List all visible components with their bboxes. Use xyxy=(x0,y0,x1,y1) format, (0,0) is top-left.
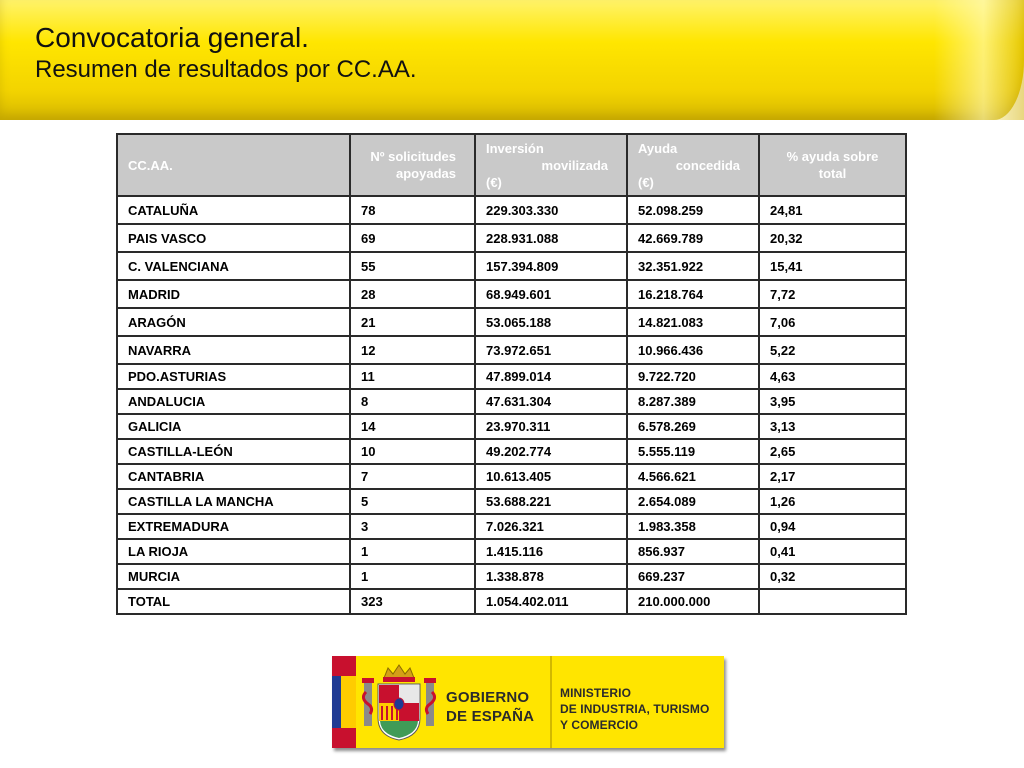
table-body xyxy=(117,196,906,614)
table-row xyxy=(117,252,906,280)
cell-ccaa: CANTABRIA xyxy=(117,464,350,489)
cell-ccaa: ANDALUCIA xyxy=(117,389,350,414)
header-inversion: Inversión movilizada (€) xyxy=(475,134,627,196)
cell-solicitudes: 14 xyxy=(350,414,475,439)
logo-divider xyxy=(550,656,552,748)
cell-porcentaje: 20,32 xyxy=(759,224,906,252)
cell-solicitudes: 5 xyxy=(350,489,475,514)
table-row xyxy=(117,539,906,564)
cell-inversion: 1.054.402.011 xyxy=(475,589,627,614)
cell-porcentaje: 5,22 xyxy=(759,336,906,364)
cell-ayuda: 8.287.389 xyxy=(627,389,759,414)
cell-ccaa: GALICIA xyxy=(117,414,350,439)
cell-porcentaje: 0,32 xyxy=(759,564,906,589)
table-row xyxy=(117,414,906,439)
cell-solicitudes: 3 xyxy=(350,514,475,539)
cell-inversion: 157.394.809 xyxy=(475,252,627,280)
cell-inversion: 7.026.321 xyxy=(475,514,627,539)
results-table xyxy=(116,133,907,615)
table-row xyxy=(117,389,906,414)
cell-porcentaje: 0,41 xyxy=(759,539,906,564)
cell-solicitudes: 11 xyxy=(350,364,475,389)
table-row xyxy=(117,308,906,336)
cell-porcentaje: 3,13 xyxy=(759,414,906,439)
cell-ccaa: PDO.ASTURIAS xyxy=(117,364,350,389)
table-row xyxy=(117,514,906,539)
table-total-row xyxy=(117,589,906,614)
header-solicitudes: Nº solicitudes apoyadas xyxy=(350,134,475,196)
table-header-row xyxy=(117,134,906,196)
government-logo xyxy=(332,656,724,748)
cell-ccaa: CASTILLA LA MANCHA xyxy=(117,489,350,514)
ministerio-text: MINISTERIO DE INDUSTRIA, TURISMO Y COMERCIO xyxy=(560,686,710,732)
cell-porcentaje: 24,81 xyxy=(759,196,906,224)
table-row xyxy=(117,489,906,514)
cell-solicitudes: 28 xyxy=(350,280,475,308)
cell-inversion: 53.688.221 xyxy=(475,489,627,514)
cell-ayuda: 210.000.000 xyxy=(627,589,759,614)
table-row xyxy=(117,280,906,308)
cell-inversion: 73.972.651 xyxy=(475,336,627,364)
table-row xyxy=(117,336,906,364)
cell-ayuda: 42.669.789 xyxy=(627,224,759,252)
cell-solicitudes: 10 xyxy=(350,439,475,464)
cell-inversion: 49.202.774 xyxy=(475,439,627,464)
cell-ccaa: EXTREMADURA xyxy=(117,514,350,539)
cell-porcentaje xyxy=(759,589,906,614)
cell-solicitudes: 21 xyxy=(350,308,475,336)
cell-inversion: 1.415.116 xyxy=(475,539,627,564)
cell-solicitudes: 55 xyxy=(350,252,475,280)
header-ccaa: CC.AA. xyxy=(117,134,350,196)
cell-inversion: 47.899.014 xyxy=(475,364,627,389)
table-row xyxy=(117,464,906,489)
cell-inversion: 229.303.330 xyxy=(475,196,627,224)
cell-inversion: 10.613.405 xyxy=(475,464,627,489)
cell-ccaa: ARAGÓN xyxy=(117,308,350,336)
cell-inversion: 1.338.878 xyxy=(475,564,627,589)
cell-ccaa: MADRID xyxy=(117,280,350,308)
cell-inversion: 47.631.304 xyxy=(475,389,627,414)
cell-ccaa: TOTAL xyxy=(117,589,350,614)
cell-inversion: 228.931.088 xyxy=(475,224,627,252)
cell-ccaa: PAIS VASCO xyxy=(117,224,350,252)
cell-ayuda: 1.983.358 xyxy=(627,514,759,539)
cell-porcentaje: 4,63 xyxy=(759,364,906,389)
results-table-container xyxy=(116,133,907,615)
header-ayuda: Ayuda concedida (€) xyxy=(627,134,759,196)
cell-ayuda: 856.937 xyxy=(627,539,759,564)
cell-ayuda: 669.237 xyxy=(627,564,759,589)
spain-eu-flag-icon xyxy=(332,656,356,748)
cell-ayuda: 32.351.922 xyxy=(627,252,759,280)
page-subtitle: Resumen de resultados por CC.AA. xyxy=(35,56,417,83)
cell-porcentaje: 15,41 xyxy=(759,252,906,280)
cell-porcentaje: 7,72 xyxy=(759,280,906,308)
cell-ccaa: C. VALENCIANA xyxy=(117,252,350,280)
cell-ayuda: 9.722.720 xyxy=(627,364,759,389)
cell-ayuda: 4.566.621 xyxy=(627,464,759,489)
cell-solicitudes: 323 xyxy=(350,589,475,614)
cell-ayuda: 16.218.764 xyxy=(627,280,759,308)
cell-inversion: 23.970.311 xyxy=(475,414,627,439)
cell-ayuda: 5.555.119 xyxy=(627,439,759,464)
table-row xyxy=(117,439,906,464)
cell-solicitudes: 1 xyxy=(350,539,475,564)
cell-solicitudes: 69 xyxy=(350,224,475,252)
cell-ccaa: NAVARRA xyxy=(117,336,350,364)
cell-ayuda: 2.654.089 xyxy=(627,489,759,514)
cell-ayuda: 52.098.259 xyxy=(627,196,759,224)
cell-porcentaje: 0,94 xyxy=(759,514,906,539)
page-title: Convocatoria general. xyxy=(35,22,309,53)
table-row xyxy=(117,196,906,224)
table-row xyxy=(117,364,906,389)
cell-porcentaje: 2,17 xyxy=(759,464,906,489)
cell-ayuda: 14.821.083 xyxy=(627,308,759,336)
cell-porcentaje: 1,26 xyxy=(759,489,906,514)
cell-ayuda: 6.578.269 xyxy=(627,414,759,439)
cell-inversion: 68.949.601 xyxy=(475,280,627,308)
gobierno-de-espana-text: GOBIERNO DE ESPAÑA xyxy=(446,689,535,725)
cell-porcentaje: 2,65 xyxy=(759,439,906,464)
table-row xyxy=(117,564,906,589)
table-row xyxy=(117,224,906,252)
cell-porcentaje: 3,95 xyxy=(759,389,906,414)
cell-solicitudes: 12 xyxy=(350,336,475,364)
header-porcentaje: % ayuda sobre total xyxy=(759,134,906,196)
cell-solicitudes: 7 xyxy=(350,464,475,489)
cell-solicitudes: 78 xyxy=(350,196,475,224)
cell-solicitudes: 1 xyxy=(350,564,475,589)
cell-ccaa: LA RIOJA xyxy=(117,539,350,564)
cell-ayuda: 10.966.436 xyxy=(627,336,759,364)
cell-ccaa: CATALUÑA xyxy=(117,196,350,224)
cell-ccaa: CASTILLA-LEÓN xyxy=(117,439,350,464)
cell-ccaa: MURCIA xyxy=(117,564,350,589)
cell-porcentaje: 7,06 xyxy=(759,308,906,336)
cell-solicitudes: 8 xyxy=(350,389,475,414)
coat-of-arms-icon xyxy=(362,662,436,742)
cell-inversion: 53.065.188 xyxy=(475,308,627,336)
